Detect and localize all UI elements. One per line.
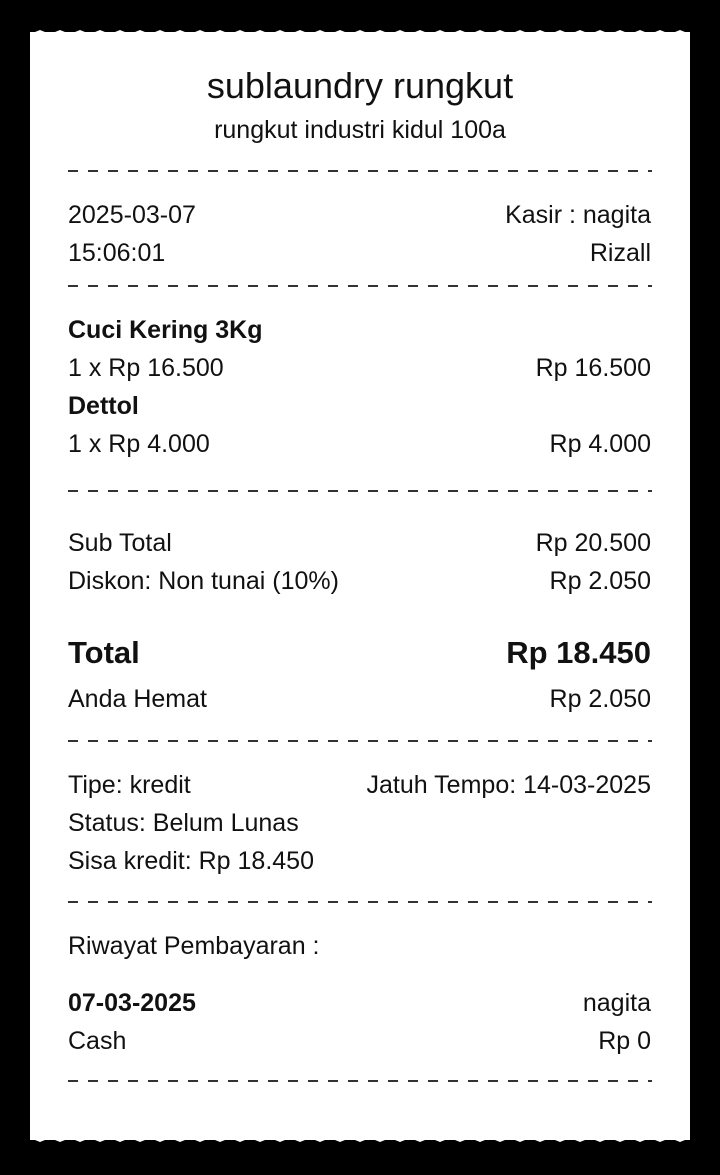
store-address: rungkut industri kidul 100a xyxy=(214,116,506,144)
customer-name: Rizall xyxy=(589,239,651,267)
divider xyxy=(68,285,652,287)
item-qty-price: 1 x Rp 16.500 xyxy=(68,354,224,382)
payment-history-heading: Riwayat Pembayaran : xyxy=(68,932,320,960)
divider xyxy=(68,901,652,903)
saved-value: Rp 2.050 xyxy=(549,685,651,713)
payment-status: Status: Belum Lunas xyxy=(68,809,299,837)
item-name: Dettol xyxy=(68,392,139,420)
item-amount: Rp 4.000 xyxy=(549,430,651,458)
divider xyxy=(68,740,652,742)
remaining-credit: Sisa kredit: Rp 18.450 xyxy=(68,847,314,875)
divider xyxy=(68,490,652,492)
discount-value: Rp 2.050 xyxy=(549,567,651,595)
receipt-date: 2025-03-07 xyxy=(68,201,196,229)
subtotal-value: Rp 20.500 xyxy=(535,529,651,557)
payment-method: Cash xyxy=(68,1027,127,1055)
store-name: sublaundry rungkut xyxy=(206,65,514,106)
subtotal-label: Sub Total xyxy=(68,529,172,557)
due-date: Jatuh Tempo: 14-03-2025 xyxy=(366,771,651,799)
item-name: Cuci Kering 3Kg xyxy=(68,316,263,344)
discount-label: Diskon: Non tunai (10%) xyxy=(68,567,339,595)
payment-amount: Rp 0 xyxy=(598,1027,651,1055)
saved-label: Anda Hemat xyxy=(68,685,207,713)
divider xyxy=(68,1080,652,1082)
total-value: Rp 18.450 xyxy=(506,635,651,670)
payment-type: Tipe: kredit xyxy=(68,771,191,799)
payment-user: nagita xyxy=(582,989,651,1017)
divider xyxy=(68,170,652,172)
item-qty-price: 1 x Rp 4.000 xyxy=(68,430,210,458)
payment-date: 07-03-2025 xyxy=(68,989,196,1017)
cashier-name: Kasir : nagita xyxy=(505,201,651,229)
receipt-bottom-edge xyxy=(30,1132,690,1144)
item-amount: Rp 16.500 xyxy=(535,354,651,382)
receipt-top-edge xyxy=(30,28,690,40)
total-label: Total xyxy=(68,635,140,670)
receipt-time: 15:06:01 xyxy=(68,239,166,267)
